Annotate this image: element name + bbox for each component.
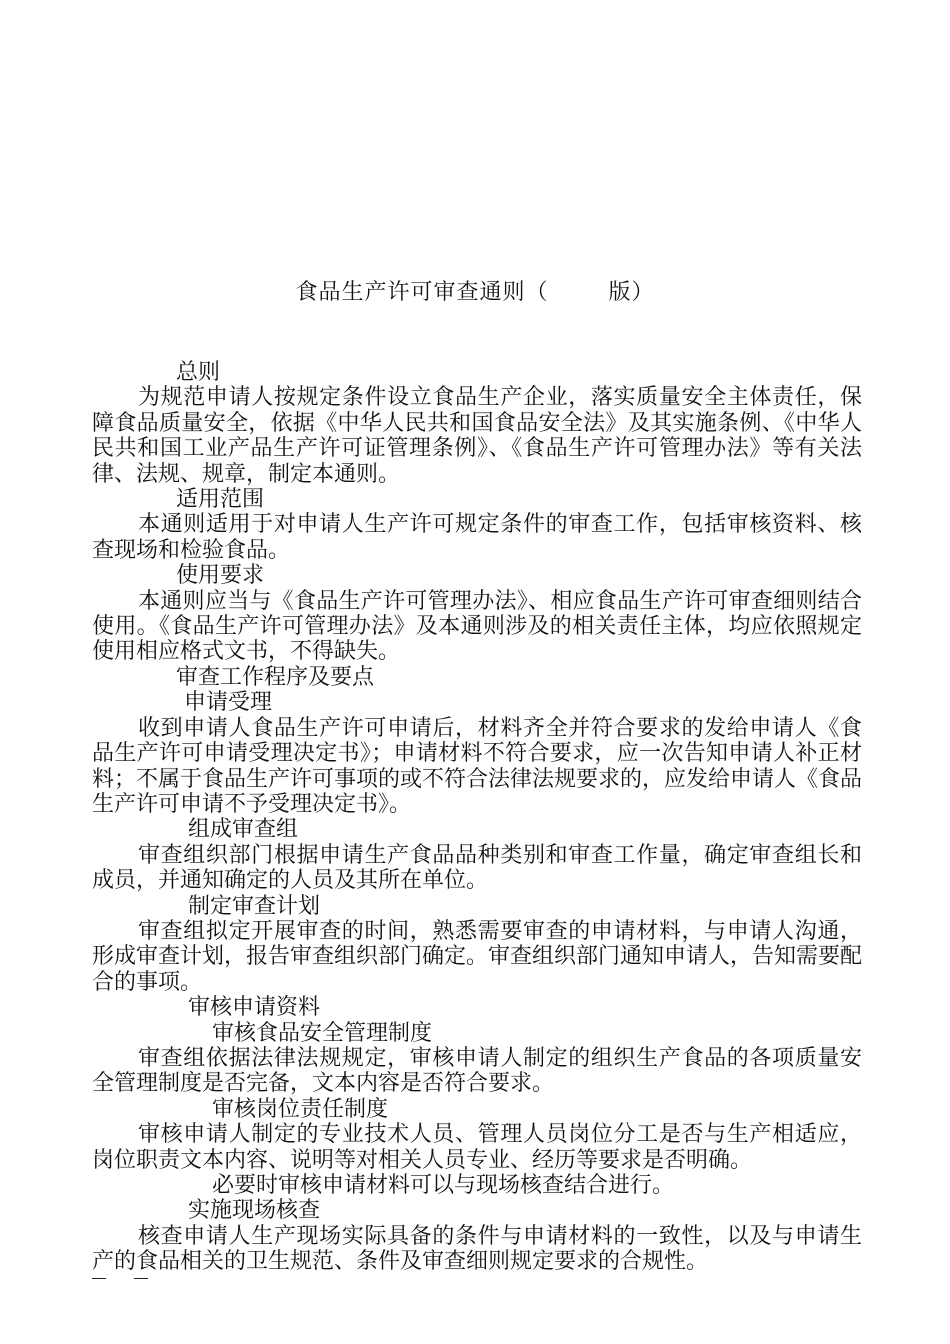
paragraph-scope: 本通则适用于对申请人生产许可规定条件的审查工作，包括审核资料、核查现场和检验食品。 (92, 512, 862, 563)
subsection-heading-review: 审核申请资料 (188, 995, 321, 1021)
paragraph-responsibility: 审核申请人制定的专业技术人员、管理人员岗位分工是否与生产相适应，岗位职责文本内容、说明等对相关人员专业、经历等要求是否明确。 (92, 1122, 862, 1173)
document-title-suffix: 版） (608, 280, 655, 305)
paragraph-inspection: 核查申请人生产现场实际具备的条件与申请材料的一致性，以及与申请生产的食品相关的卫生规范、条件及审查细则规定要求的合规性。 (92, 1223, 862, 1275)
paragraph-safety-system: 审查组依据法律法规规定，审核申请人制定的组织生产食品的各项质量安全管理制度是否完备，文本内容是否符合要求。 (92, 1045, 862, 1097)
note-combined-review: 必要时审核申请材料可以与现场核查结合进行。 (212, 1173, 675, 1198)
section-heading-scope: 适用范围 (176, 487, 265, 513)
item-heading-responsibility: 审核岗位责任制度 (212, 1096, 389, 1122)
item-heading-safety-system: 审核食品安全管理制度 (212, 1020, 433, 1046)
paragraph-acceptance: 收到申请人食品生产许可申请后，材料齐全并符合要求的发给申请人《食品生产许可申请受理决定书》；申请材料不符合要求，应一次告知申请人补正材料；不属于食品生产许可事项的或不符合法律法规要求的，应发给申请人《食品生产许可申请不予受理决定书》。 (92, 715, 863, 817)
footer-dash-right (134, 1278, 148, 1279)
paragraph-purpose: 为规范申请人按规定条件设立食品生产企业，落实质量安全主体责任，保障食品质量安全，依据《中华人民共和国食品安全法》及其实施条例、《中华人民共和国工业产品生产许可证管理条例》、《食品生产许可管理办法》等有关法律、法规、规章，制定本通则。 (92, 385, 862, 487)
document-title (0, 278, 950, 308)
section-heading-usage: 使用要求 (176, 563, 265, 589)
subsection-heading-team: 组成审查组 (188, 817, 299, 843)
document-body (92, 360, 862, 1275)
document-title-text: 食品生产许可审查通则（ (295, 280, 549, 305)
paragraph-team: 审查组织部门根据申请生产食品品种类别和审查工作量，确定审查组长和成员，并通知确定的人员及其所在单位。 (92, 842, 862, 894)
paragraph-plan: 审查组拟定开展审查的时间，熟悉需要审查的申请材料，与申请人沟通，形成审查计划，报告审查组织部门确定。审查组织部门通知申请人，告知需要配合的事项。 (92, 918, 863, 995)
section-heading-procedure: 审查工作程序及要点 (176, 664, 375, 690)
paragraph-usage: 本通则应当与《食品生产许可管理办法》、相应食品生产许可审查细则结合使用。《食品生产许可管理办法》及本通则涉及的相关责任主体，均应依照规定使用相应格式文书，不得缺失。 (92, 588, 862, 665)
subsection-heading-inspection: 实施现场核查 (188, 1198, 321, 1224)
subsection-heading-acceptance: 申请受理 (184, 690, 273, 716)
footer-dash-left (92, 1278, 106, 1279)
subsection-heading-plan: 制定审查计划 (188, 893, 321, 919)
section-heading-general: 总则 (176, 360, 221, 385)
